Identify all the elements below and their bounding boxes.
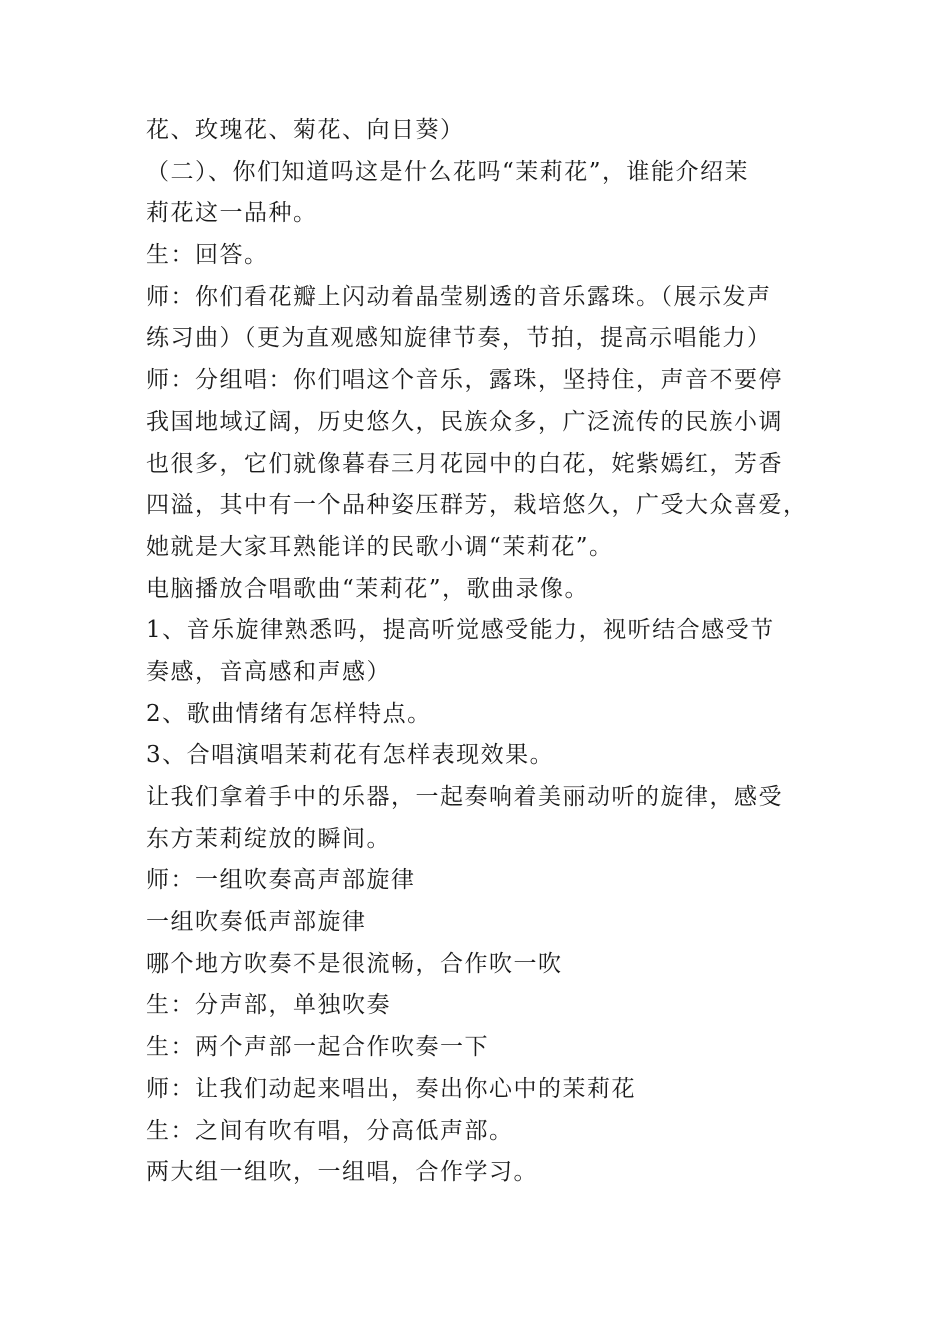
text-line: 生：回答。 bbox=[146, 242, 269, 269]
text-line: 生：分声部，单独吹奏 bbox=[146, 992, 391, 1019]
text-line: 练习曲）（更为直观感知旋律节奏，节拍，提高示唱能力） bbox=[146, 325, 772, 352]
text-line: 四溢，其中有一个品种姿压群芳，栽培悠久，广受大众喜爱， bbox=[146, 492, 808, 519]
text-line: 哪个地方吹奏不是很流畅，合作吹一吹 bbox=[146, 950, 563, 977]
text-line: 我国地域辽阔，历史悠久，民族众多，广泛流传的民族小调 bbox=[146, 408, 783, 435]
text-line: 奏感，音高感和声感） bbox=[146, 658, 391, 685]
text-line: 1、音乐旋律熟悉吗，提高听觉感受能力，视听结合感受节 bbox=[146, 617, 775, 644]
text-line: 师：一组吹奏高声部旋律 bbox=[146, 867, 416, 894]
text-line: 也很多，它们就像暮春三月花园中的白花，姹紫嫣红，芳香 bbox=[146, 450, 783, 477]
text-line: 花、玫瑰花、菊花、向日葵） bbox=[146, 117, 465, 143]
text-line: 莉花这一品种。 bbox=[146, 200, 318, 227]
text-line: 生：两个声部一起合作吹奏一下 bbox=[146, 1034, 489, 1061]
text-line: 一组吹奏低声部旋律 bbox=[146, 909, 367, 936]
text-line: 3、合唱演唱茉莉花有怎样表现效果。 bbox=[146, 742, 555, 769]
text-line: 2、歌曲情绪有怎样特点。 bbox=[146, 700, 432, 727]
text-line: 让我们拿着手中的乐器，一起奏响着美丽动听的旋律，感受 bbox=[146, 784, 783, 810]
document-body bbox=[146, 110, 811, 1194]
text-line: 师：分组唱：你们唱这个音乐，露珠，坚持住，声音不要停 bbox=[146, 367, 783, 394]
text-line: 生：之间有吹有唱，分高低声部。 bbox=[146, 1117, 514, 1144]
text-line: 她就是大家耳熟能详的民歌小调“茉莉花”。 bbox=[146, 533, 614, 560]
text-line: 师：你们看花瓣上闪动着晶莹剔透的音乐露珠。（展示发声 bbox=[146, 283, 772, 310]
text-line: 师：让我们动起来唱出，奏出你心中的茉莉花 bbox=[146, 1075, 636, 1102]
text-line: 电脑播放合唱歌曲“茉莉花”，歌曲录像。 bbox=[146, 575, 590, 602]
text-line: 两大组一组吹，一组唱，合作学习。 bbox=[146, 1159, 538, 1186]
text-line: 东方茉莉绽放的瞬间。 bbox=[146, 825, 391, 852]
text-line: （二）、你们知道吗这是什么花吗“茉莉花”，谁能介绍茉 bbox=[146, 158, 750, 185]
